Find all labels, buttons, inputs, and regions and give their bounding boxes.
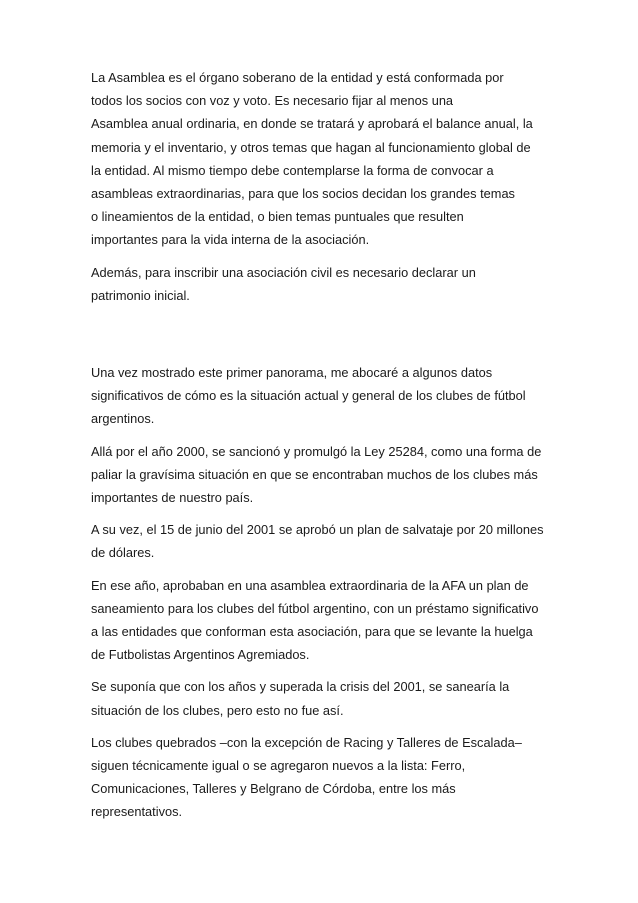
text-line: Una vez mostrado este primer panorama, me abocaré a algunos datos bbox=[91, 365, 493, 381]
paragraph-afa bbox=[91, 574, 547, 667]
text-line: Además, para inscribir una asociación civil es necesario declarar un bbox=[91, 264, 476, 280]
text-line: representativos. bbox=[91, 804, 183, 820]
text-line: o lineamientos de la entidad, o bien temas puntuales que resulten bbox=[91, 209, 464, 225]
text-line: de dólares. bbox=[91, 545, 155, 561]
text-line: significativos de cómo es la situación actual y general de los clubes de fútbol bbox=[91, 388, 526, 404]
paragraph-ley bbox=[91, 440, 547, 510]
paragraph-panorama bbox=[91, 361, 547, 431]
text-line: La Asamblea es el órgano soberano de la entidad y está conformada por bbox=[91, 70, 504, 85]
text-line: asambleas extraordinarias, para que los socios decidan los grandes temas bbox=[91, 186, 515, 202]
text-line: patrimonio inicial. bbox=[91, 287, 190, 303]
text-line: Asamblea anual ordinaria, en donde se tratará y aprobará el balance anual, la bbox=[91, 116, 533, 132]
text-line: importantes de nuestro país. bbox=[91, 490, 254, 506]
text-line: la entidad. Al mismo tiempo debe contemplarse la forma de convocar a bbox=[91, 162, 494, 178]
text-line: En ese año, aprobaban en una asamblea extraordinaria de la AFA un plan de bbox=[91, 577, 529, 593]
blank-space bbox=[91, 316, 547, 361]
text-line: situación de los clubes, pero esto no fue así. bbox=[91, 702, 344, 718]
paragraph-asamblea bbox=[91, 66, 547, 252]
text-line: Los clubes quebrados –con la excepción de Racing y Talleres de Escalada– bbox=[91, 734, 522, 750]
document-body bbox=[91, 66, 547, 833]
text-line: importantes para la vida interna de la asociación. bbox=[91, 232, 370, 248]
text-line: Se suponía que con los años y superada la crisis del 2001, se sanearía la bbox=[91, 679, 510, 695]
paragraph-crisis bbox=[91, 675, 547, 721]
text-line: paliar la gravísima situación en que se encontraban muchos de los clubes más bbox=[91, 466, 538, 482]
text-line: A su vez, el 15 de junio del 2001 se aprobó un plan de salvataje por 20 millones bbox=[91, 522, 544, 538]
text-line: memoria y el inventario, y otros temas que hagan al funcionamiento global de bbox=[91, 139, 531, 155]
text-line: de Futbolistas Argentinos Agremiados. bbox=[91, 647, 310, 663]
text-line: Comunicaciones, Talleres y Belgrano de Córdoba, entre los más bbox=[91, 781, 456, 797]
text-line: a las entidades que conforman esta asociación, para que se levante la huelga bbox=[91, 624, 533, 640]
text-line: todos los socios con voz y voto. Es necesario fijar al menos una bbox=[91, 93, 454, 109]
text-line: saneamiento para los clubes del fútbol argentino, con un préstamo significativo bbox=[91, 600, 539, 616]
paragraph-salvataje bbox=[91, 518, 547, 564]
text-line: siguen técnicamente igual o se agregaron nuevos a la lista: Ferro, bbox=[91, 758, 466, 774]
paragraph-patrimonio bbox=[91, 261, 547, 307]
text-line: Allá por el año 2000, se sancionó y promulgó la Ley 25284, como una forma de bbox=[91, 443, 542, 459]
paragraph-clubes-quebrados bbox=[91, 731, 547, 824]
text-line: argentinos. bbox=[91, 411, 155, 427]
